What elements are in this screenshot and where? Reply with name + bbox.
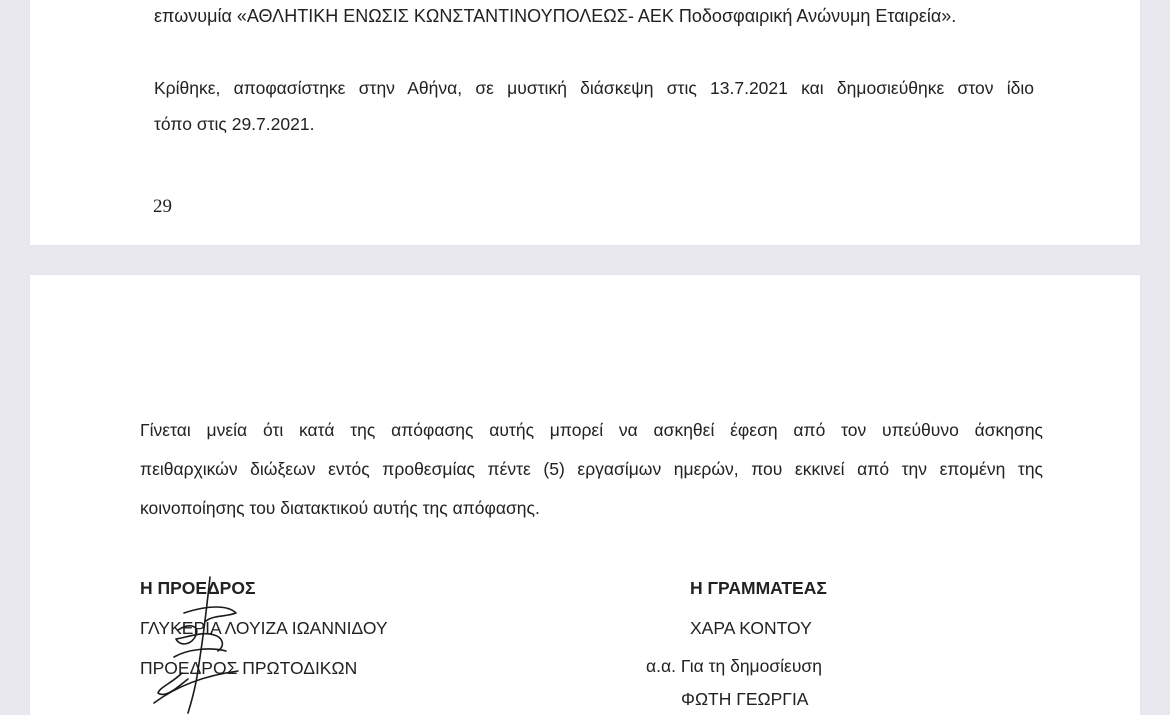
appeal-note-line: Γίνεται μνεία ότι κατά της απόφασης αυτής μπορεί να ασκηθεί έφεση από τον υπεύθυνο άσκησης [140, 420, 1043, 440]
secretary-title: Η ΓΡΑΜΜΑΤΕΑΣ [690, 578, 827, 598]
body-text-line: επωνυμία «ΑΘΛΗΤΙΚΗ ΕΝΩΣΙΣ ΚΩΝΣΤΑΝΤΙΝΟΥΠΟΛΕΩΣ- ΑΕΚ Ποδοσφαιρική Ανώνυμη Εταιρεία». [154, 6, 957, 26]
page-number: 29 [153, 196, 172, 217]
document-page-top [30, 0, 1140, 245]
appeal-note-line: πειθαρχικών διώξεων εντός προθεσμίας πέντε (5) εργασίμων ημερών, που εκκινεί από την επομένη της [140, 459, 1043, 479]
body-text-line: τόπο στις 29.7.2021. [154, 114, 315, 134]
appeal-note-line: κοινοποίησης του διατακτικού αυτής της απόφασης. [140, 498, 540, 518]
handwritten-signature [118, 575, 278, 715]
president-name: ΓΛΥΚΕΡΙΑ ΛΟΥΙΖΑ ΙΩΑΝΝΙΔΟΥ [140, 618, 388, 638]
body-text-line: Κρίθηκε, αποφασίστηκε στην Αθήνα, σε μυστική διάσκεψη στις 13.7.2021 και δημοσιεύθηκε στον ίδιο [154, 78, 1034, 98]
publication-agent-name: ΦΩΤΗ ΓΕΩΡΓΙΑ [681, 689, 809, 709]
president-title: Η ΠΡΟΕΔΡΟΣ [140, 578, 256, 598]
president-role: ΠΡΟΕΔΡΟΣ ΠΡΩΤΟΔΙΚΩΝ [140, 658, 358, 678]
document-page-bottom [30, 275, 1140, 715]
secretary-name: ΧΑΡΑ ΚΟΝΤΟΥ [690, 618, 812, 638]
publication-note: α.α. Για τη δημοσίευση [646, 656, 822, 676]
